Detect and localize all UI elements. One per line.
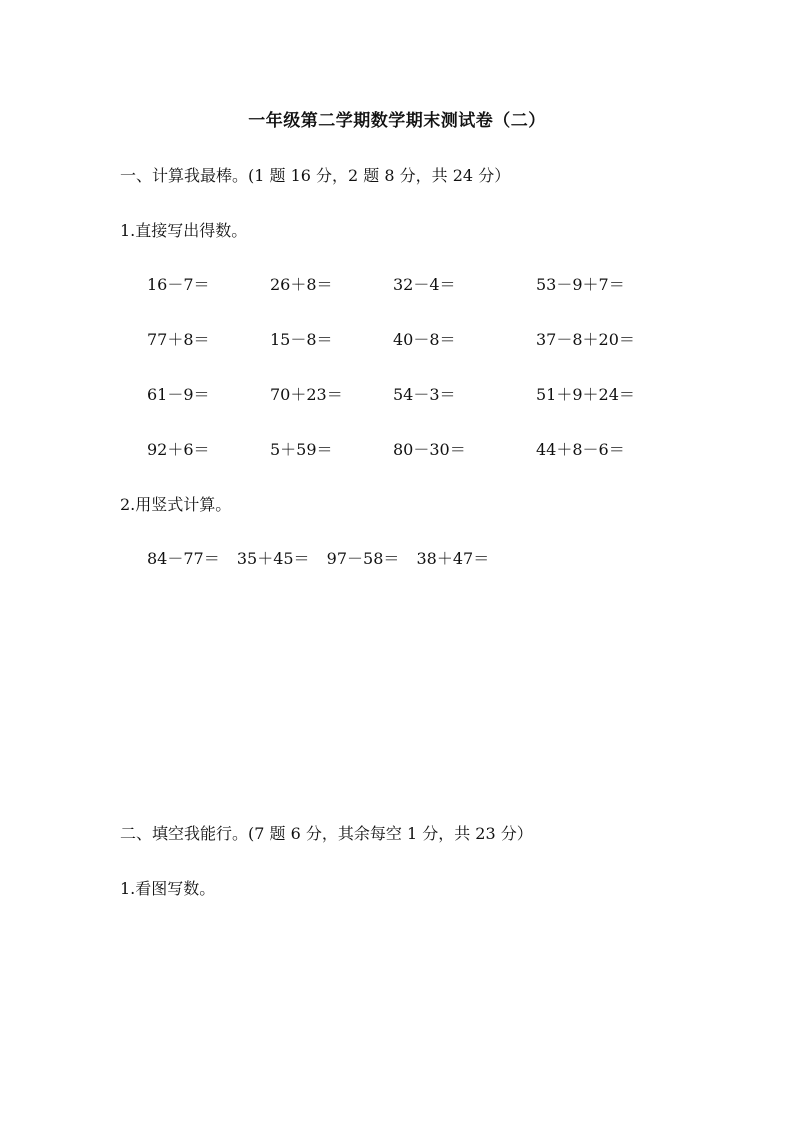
question-1-1-label: 1.直接写出得数。 bbox=[120, 221, 248, 240]
math-problem: 37－8＋20＝ bbox=[536, 330, 635, 349]
question-2-1-label: 1.看图写数。 bbox=[120, 879, 216, 898]
math-problem: 70＋23＝ bbox=[270, 385, 343, 404]
vertical-calc-work-area bbox=[120, 580, 680, 810]
vertical-calc-problem: 84－77＝ bbox=[147, 549, 220, 568]
math-problem: 16－7＝ bbox=[147, 275, 210, 294]
math-row bbox=[0, 272, 794, 294]
vertical-calc-problem: 97－58＝ bbox=[326, 549, 400, 568]
section-2-heading: 二、填空我能行。(7 题 6 分，其余每空 1 分，共 23 分） bbox=[120, 824, 533, 843]
math-row bbox=[0, 437, 794, 459]
vertical-calc-problem: 35＋45＝ bbox=[236, 549, 310, 568]
math-problem: 61－9＝ bbox=[147, 385, 210, 404]
math-problem: 15－8＝ bbox=[270, 330, 333, 349]
math-problem: 54－3＝ bbox=[393, 385, 456, 404]
math-row bbox=[0, 327, 794, 349]
math-problem: 40－8＝ bbox=[393, 330, 456, 349]
math-problem: 5＋59＝ bbox=[270, 440, 333, 459]
math-problem: 77＋8＝ bbox=[147, 330, 210, 349]
math-problem: 80－30＝ bbox=[393, 440, 466, 459]
math-problem: 44＋8－6＝ bbox=[536, 440, 625, 459]
exam-title: 一年级第二学期数学期末测试卷（二） bbox=[248, 111, 546, 131]
math-problem: 32－4＝ bbox=[393, 275, 456, 294]
math-problem: 51＋9＋24＝ bbox=[536, 385, 635, 404]
vertical-calc-row bbox=[147, 546, 501, 569]
math-problem: 92＋6＝ bbox=[147, 440, 210, 459]
question-1-2-label: 2.用竖式计算。 bbox=[120, 495, 232, 514]
math-row bbox=[0, 382, 794, 404]
section-1-heading: 一、计算我最棒。(1 题 16 分，2 题 8 分，共 24 分） bbox=[120, 166, 511, 185]
math-problem: 26＋8＝ bbox=[270, 275, 333, 294]
math-problem: 53－9＋7＝ bbox=[536, 275, 625, 294]
vertical-calc-problem: 38＋47＝ bbox=[416, 549, 490, 568]
